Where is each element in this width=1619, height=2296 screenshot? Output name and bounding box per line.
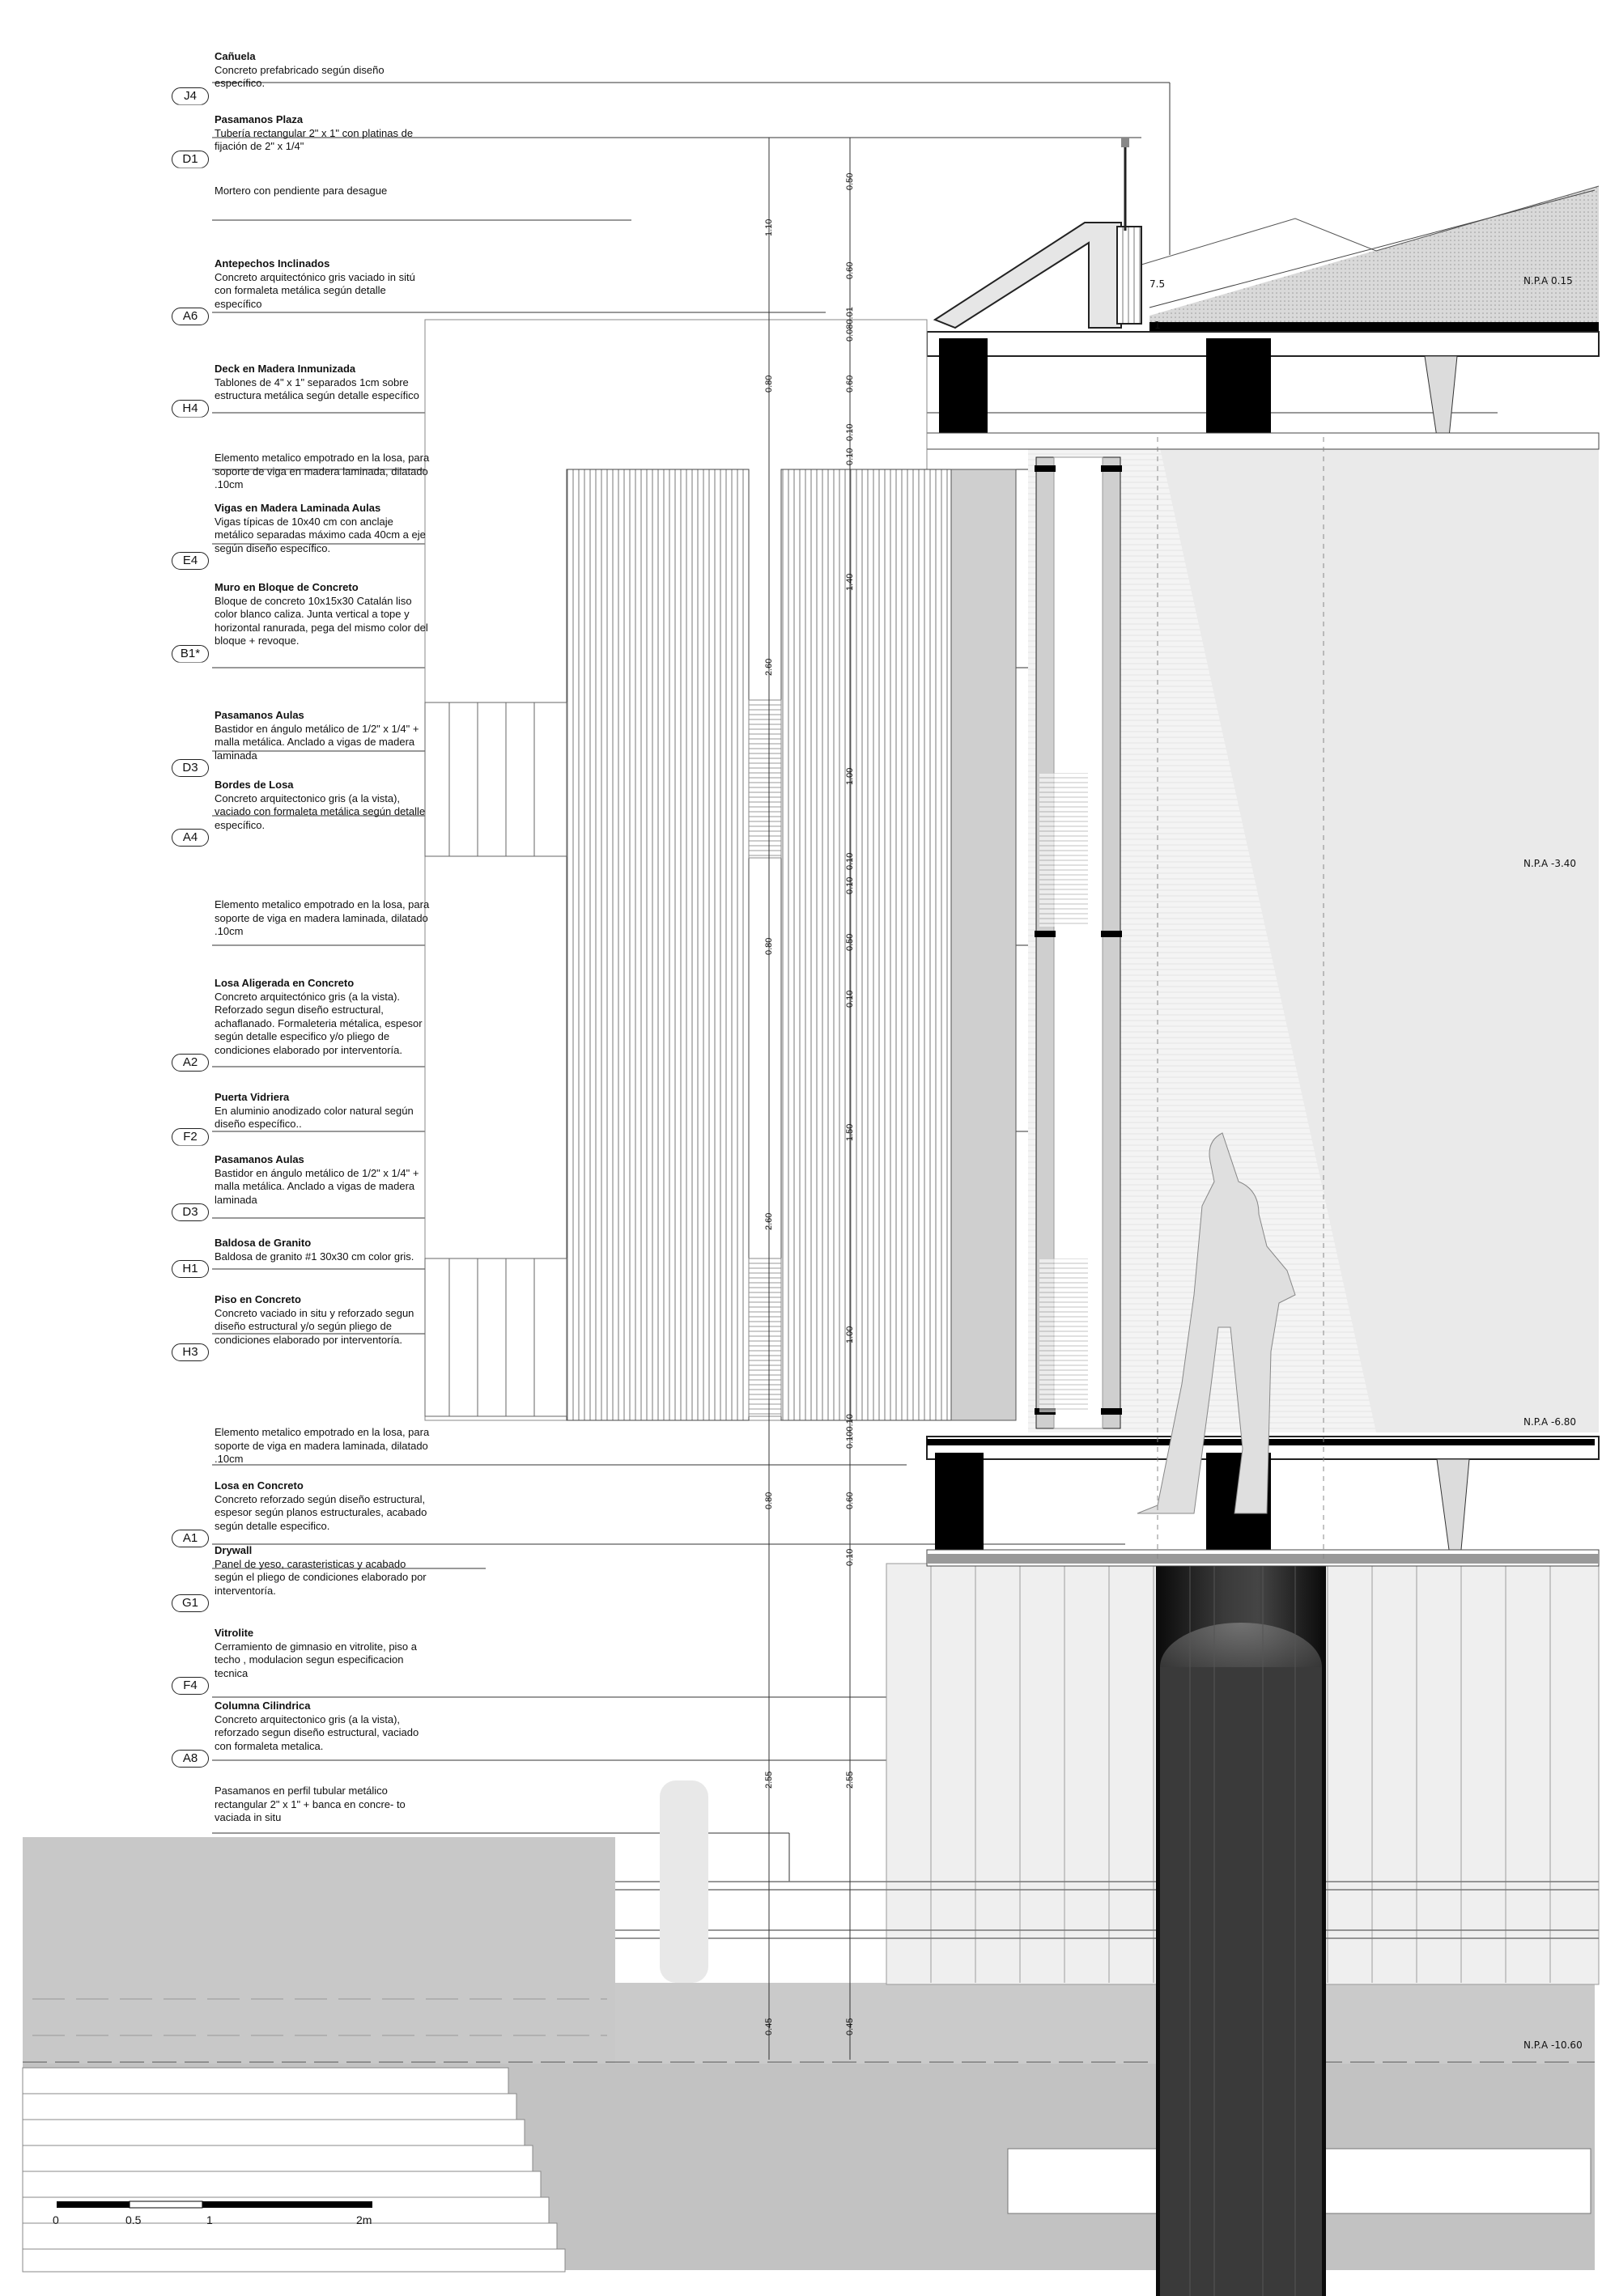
note-code-tag: D1 [172,151,209,168]
note-code-tag: F2 [172,1128,209,1146]
note-body: Bastidor en ángulo metálico de 1/2" x 1/4" + malla metálica. Anclado a vigas de madera laminada [215,722,419,762]
note-body: Concreto arquitectónico gris vaciado in sitú con formaleta metálica según detalle específico [215,270,415,310]
mid-beam-1 [935,1453,984,1551]
top-beam-1 [939,338,988,434]
note-body: Concreto arquitectonico gris (a la vista), reforzado segun diseño estructural, vaciado con formaleta metalica. [215,1712,419,1752]
note-body: Concreto arquitectónico gris (a la vista). Reforzado segun diseño estructural, achaflanado. Formaleteria métalica, espesor según detalle especifico y/o pliego de condiciones elaborado por interventoría. [215,990,423,1056]
scale-label-0: 0 [53,2213,59,2226]
note-body: Cerramiento de gimnasio en vitrolite, piso a techo , modulacion segun especificacion tecnica [215,1640,418,1679]
note-code-tag: D3 [172,1203,209,1221]
dim-b-3: 0.60 [845,375,855,393]
note-code-tag: A2 [172,1054,209,1072]
sloped-parapet [935,223,1121,328]
dim-b-1: 0.60 [845,261,855,279]
stairs [23,2068,565,2272]
dim-b-7: 1.00 [845,767,855,785]
note-code-tag: A8 [172,1750,209,1768]
note-code-tag: A6 [172,308,209,325]
note-code-tag: J4 [172,87,209,105]
level-label-1: N.P.A -3.40 [1523,858,1577,869]
dim-b-6: 1.40 [845,573,855,591]
dim-b-12: 1.50 [845,1123,855,1141]
note-body: Mortero con pendiente para desague [215,185,388,197]
note-body: Elemento metalico empotrado en la losa, para soporte de viga en madera laminada, dilatado .10cm [215,1426,430,1465]
background-person [660,1780,708,1983]
note-title: Muro en Bloque de Concreto [215,581,359,593]
note-title: Cañuela [215,50,256,62]
note-title: Pasamanos Aulas [215,709,304,721]
dim-b-9: 0.10 [845,876,855,894]
timber-louvres-1 [567,469,749,1420]
timber-post-2 [1103,457,1120,1428]
dim-b-13: 1.00 [845,1326,855,1343]
note-body: Bastidor en ángulo metálico de 1/2" x 1/4" + malla metálica. Anclado a vigas de madera laminada [215,1166,419,1206]
note-body: Elemento metalico empotrado en la losa, para soporte de viga en madera laminada, dilatado .10cm [215,452,430,490]
level-label-3: N.P.A -10.60 [1523,2039,1583,2051]
earth-mass [23,1837,615,2064]
note-body: Panel de yeso, carasteristicas y acabado según el pliego de condiciones elaborado por interventoría. [215,1557,427,1597]
note-code-tag: H3 [172,1343,209,1361]
note-title: Columna Cilindrica [215,1700,311,1712]
note-title: Drywall [215,1544,253,1556]
note-title: Bordes de Losa [215,779,294,791]
scale-label-1: 0.5 [125,2213,142,2226]
note-title: Losa Aligerada en Concreto [215,977,355,989]
dim-b-14: 0.100.10 [845,1414,855,1449]
note-body: Tubería rectangular 2" x 1" con platinas de fijación de 2" x 1/4" [215,126,414,152]
level-label-2: N.P.A -6.80 [1523,1416,1577,1428]
note-code-tag: F4 [172,1677,209,1695]
note-title: Puerta Vidriera [215,1091,290,1103]
dim-a-2: 2.60 [764,658,774,676]
dim-a-5: 0.80 [764,1492,774,1509]
dim-b-5: 0.10 [845,448,855,465]
dim-extra-1: 1 [1154,320,1161,331]
dim-extra-0: 7.5 [1149,278,1166,290]
note-title: Antepechos Inclinados [215,257,330,269]
note-title: Vigas en Madera Laminada Aulas [215,502,381,514]
note-code-tag: H4 [172,400,209,418]
note-code-tag: H1 [172,1260,209,1278]
top-beam-2 [1206,338,1271,434]
note-title: Pasamanos Aulas [215,1153,304,1165]
note-body: Concreto arquitectonico gris (a la vista), vaciado con formaleta metálica según detalle específico. [215,792,426,831]
note-code-tag: A4 [172,829,209,847]
dim-b-0: 0.50 [845,172,855,190]
note-title: Baldosa de Granito [215,1237,312,1249]
note-body: Concreto prefabricado según diseño específico. [215,63,385,89]
note-code-tag: D3 [172,759,209,777]
note-title: Vitrolite [215,1627,254,1639]
note-title: Deck en Madera Inmunizada [215,363,356,375]
dim-a-0: 1.10 [764,219,774,236]
note-body: Tablones de 4" x 1" separados 1cm sobre estructura metálica según detalle específico [215,376,419,401]
louvre-shadow [951,469,1016,1420]
note-title: Losa en Concreto [215,1479,304,1492]
note-code-tag: G1 [172,1594,209,1612]
note-code-tag: B1* [172,645,209,663]
dim-a-4: 2.60 [764,1212,774,1230]
dim-b-17: 2.55 [845,1771,855,1789]
note-code-tag: E4 [172,552,209,570]
note-body: Vigas típicas de 10x40 cm con anclaje metálico separadas máximo cada 40cm a eje según diseño específico. [215,515,426,554]
note-body: Bloque de concreto 10x15x30 Catalán liso color blanco caliza. Junta vertical a tope y horizontal ranurada, pega del mismo color del bloque + revoque. [215,594,428,647]
dim-a-6: 2.55 [764,1771,774,1789]
scale-label-3: 2m [356,2213,372,2226]
dim-b-18: 0.45 [845,2018,855,2035]
note-body: Elemento metalico empotrado en la losa, para soporte de viga en madera laminada, dilatado .10cm [215,898,430,937]
timber-louvres-2 [781,469,951,1420]
note-title: Pasamanos Plaza [215,113,304,125]
dim-b-8: 0.10 [845,852,855,870]
dim-b-4: 0.10 [845,423,855,441]
note-code-tag: A1 [172,1530,209,1547]
parapet-block [1117,227,1141,324]
dim-b-16: 0.10 [845,1548,855,1566]
scale-bar [57,2201,372,2208]
note-body: Concreto vaciado in situ y reforzado segun diseño estructural y/o según pliego de condiciones elaborado por interventoría. [215,1306,414,1346]
dim-a-3: 0.80 [764,937,774,955]
note-body: Concreto reforzado según diseño estructural, espesor según planos estructurales, acabado según detalle especifico. [215,1492,427,1532]
dim-a-1: 0.80 [764,375,774,393]
note-body: En aluminio anodizado color natural según diseño específico.. [215,1104,414,1130]
level-label-0: N.P.A 0.15 [1523,275,1573,286]
note-body: Baldosa de granito #1 30x30 cm color gris. [215,1250,414,1263]
dim-a-7: 0.45 [764,2018,774,2035]
note-body: Pasamanos en perfil tubular metálico rectangular 2" x 1" + banca en concre- to vaciada in situ [215,1785,406,1823]
dim-b-11: 0.10 [845,990,855,1008]
dim-b-2: 0.080.01 [845,307,855,342]
dim-b-15: 0.60 [845,1492,855,1509]
scale-label-2: 1 [206,2213,213,2226]
note-title: Piso en Concreto [215,1293,301,1305]
dim-b-10: 0.50 [845,933,855,951]
